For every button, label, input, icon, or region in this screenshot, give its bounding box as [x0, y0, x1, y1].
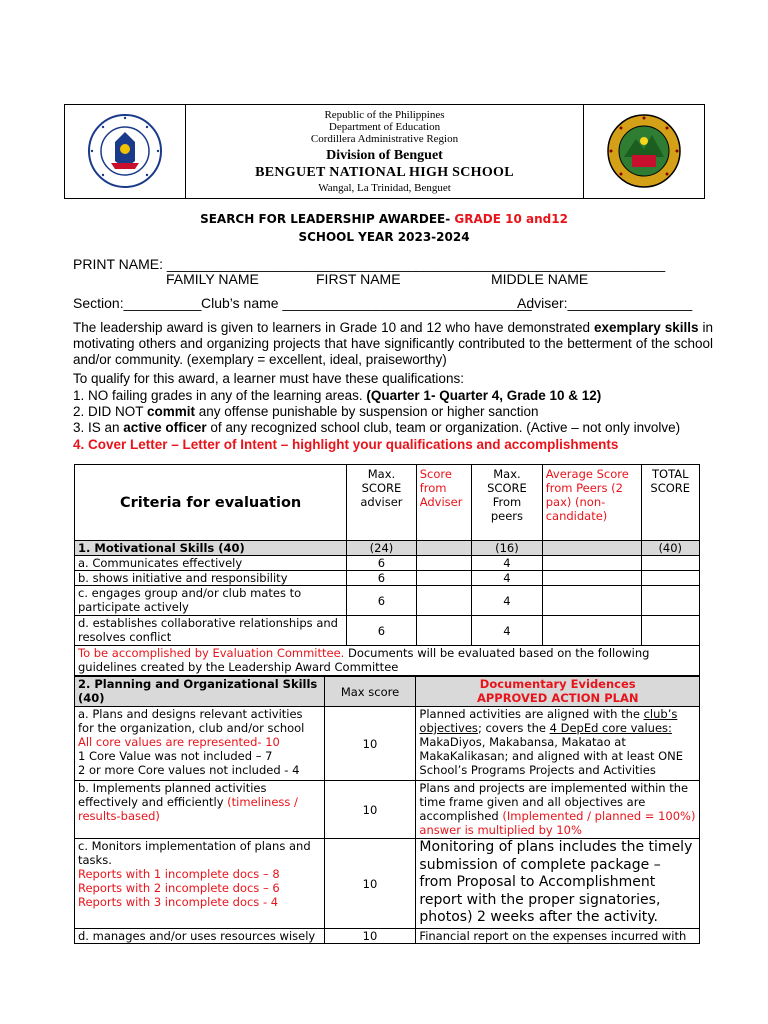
- planning-section: 2. Planning and Organizational Skills (40): [75, 677, 325, 707]
- school-seal-cell: [583, 105, 704, 198]
- award-title: SEARCH FOR LEADERSHIP AWARDEE- GRADE 10 and12: [200, 212, 568, 226]
- total-cell[interactable]: [641, 616, 700, 646]
- table-row: [75, 707, 700, 781]
- peer-score-cell[interactable]: [542, 571, 641, 586]
- adviser-field[interactable]: Adviser:________________: [517, 295, 693, 311]
- evidence-plans: Planned activities are aligned with the club’s objectives; covers the 4 DepEd core values: MakaDiyos, Makabansa, Makatao at MakaKalikasan; and aligned with at least ONE School’s Programs Projects and Activities: [416, 707, 700, 781]
- evidence-implements: Plans and projects are implemented within the time frame given and all objectives are accomplished (Implemented / planned = 100%) answer is multiplied by 10%: [416, 781, 700, 839]
- peer-score-cell[interactable]: [542, 556, 641, 571]
- adviser-max: 6: [347, 586, 417, 616]
- table-row: [75, 929, 700, 944]
- qualification-3: 3. IS an active officer of any recognized school club, team or organization. (Active – not only involve): [73, 420, 681, 435]
- criterion-resources: d. manages and/or uses resources wisely: [75, 929, 325, 944]
- table-row: [75, 586, 700, 616]
- qualification-intro: To qualify for this award, a learner must have these qualifications:: [73, 371, 464, 386]
- section-adviser-score[interactable]: [416, 541, 471, 556]
- adviser-score-cell[interactable]: [416, 586, 471, 616]
- section-total: (40): [641, 541, 700, 556]
- max-score-peers-header: Max. SCORE From peers: [472, 465, 543, 541]
- criterion-monitors: c. Monitors implementation of plans and tasks. Reports with 1 incomplete docs – 8 Reports with 2 incomplete docs – 6 Reports with 3 incomplete docs - 4: [75, 839, 325, 929]
- deped-seal-icon: [65, 105, 185, 198]
- motivational-section: 1. Motivational Skills (40): [75, 541, 347, 556]
- avg-score-peers-header: Average Score from Peers (2 pax) (non-candidate): [542, 465, 641, 541]
- adviser-max: 6: [347, 571, 417, 586]
- table-row: [75, 556, 700, 571]
- criterion-label: c. engages group and/or club mates to participate actively: [75, 586, 347, 616]
- criteria-header: Criteria for evaluation: [75, 465, 347, 541]
- section-adviser-max: (24): [347, 541, 417, 556]
- total-cell[interactable]: [641, 571, 700, 586]
- qualification-2: 2. DID NOT commit any offense punishable by suspension or higher sanction: [73, 404, 539, 419]
- republic-text: Republic of the Philippines: [324, 109, 445, 121]
- school-year: SCHOOL YEAR 2023-2024: [298, 230, 470, 244]
- school-name: BENGUET NATIONAL HIGH SCHOOL: [255, 165, 514, 180]
- peer-score-cell[interactable]: [542, 616, 641, 646]
- adviser-max: 6: [347, 556, 417, 571]
- peer-max: 4: [472, 586, 543, 616]
- max-score-adviser-header: Max. SCORE adviser: [347, 465, 417, 541]
- first-name-label: FIRST NAME: [316, 271, 401, 287]
- table-row: [75, 571, 700, 586]
- department-text: Department of Education: [328, 121, 441, 133]
- criterion-label: d. establishes collaborative relationships and resolves conflict: [75, 616, 347, 646]
- max-score-header: Max score: [324, 677, 416, 707]
- family-name-label: FAMILY NAME: [166, 271, 259, 287]
- letterhead: [64, 104, 705, 199]
- deped-seal-cell: [65, 105, 186, 198]
- table-row: [75, 839, 700, 929]
- peer-max: 4: [472, 616, 543, 646]
- club-name-field[interactable]: Club’s name ________________________________: [201, 295, 532, 311]
- adviser-score-cell[interactable]: [416, 556, 471, 571]
- print-name-line[interactable]: PRINT NAME: ________________________________________________________________: [73, 256, 666, 272]
- max-score: 10: [324, 781, 416, 839]
- section-peer-score[interactable]: [542, 541, 641, 556]
- peer-score-cell[interactable]: [542, 586, 641, 616]
- criterion-label: b. shows initiative and responsibility: [75, 571, 347, 586]
- intro-paragraph: The leadership award is given to learners in Grade 10 and 12 who have demonstrated exemplary skills in motivating others and organizing projects that have significantly contributed to the betterment of the school and/or community. (exemplary = excellent, ideal, praiseworthy): [73, 320, 714, 367]
- evaluation-table: [74, 464, 700, 676]
- qualification-4: 4. Cover Letter – Letter of Intent – highlight your qualifications and accomplishments: [73, 437, 619, 452]
- peer-max: 4: [472, 556, 543, 571]
- letterhead-text: [185, 109, 584, 195]
- committee-note: To be accomplished by Evaluation Committee. Documents will be evaluated based on the following guidelines created by the Leadership Award Committee: [75, 646, 700, 676]
- criterion-label: a. Communicates effectively: [75, 556, 347, 571]
- criterion-implements: b. Implements planned activities effectively and efficiently (timeliness / results-based): [75, 781, 325, 839]
- planning-table: [74, 676, 700, 944]
- max-score: 10: [324, 839, 416, 929]
- total-cell[interactable]: [641, 556, 700, 571]
- max-score: 10: [324, 929, 416, 944]
- evidence-monitors: Monitoring of plans includes the timely submission of complete package – from Proposal to Accomplishment report with the proper signatories, photos) 2 weeks after the activity.: [416, 839, 700, 929]
- adviser-score-cell[interactable]: [416, 571, 471, 586]
- section-peer-max: (16): [472, 541, 543, 556]
- adviser-score-cell[interactable]: [416, 616, 471, 646]
- division-text: Division of Benguet: [326, 148, 443, 163]
- section-field[interactable]: Section:__________: [73, 295, 202, 311]
- documentary-evidences-header: Documentary Evidences APPROVED ACTION PLAN: [416, 677, 700, 707]
- region-text: Cordillera Administrative Region: [310, 133, 459, 145]
- total-score-header: TOTAL SCORE: [641, 465, 700, 541]
- criterion-plans: a. Plans and designs relevant activities for the organization, club and/or school All core values are represented- 10 1 Core Value was not included – 7 2 or more Core values not included - 4: [75, 707, 325, 781]
- table-row: [75, 616, 700, 646]
- score-adviser-header: Score from Adviser: [416, 465, 471, 541]
- total-cell[interactable]: [641, 586, 700, 616]
- school-seal-icon: [584, 105, 704, 198]
- table-row: [75, 781, 700, 839]
- evidence-resources: Financial report on the expenses incurred with: [416, 929, 700, 944]
- school-address: Wangal, La Trinidad, Benguet: [318, 182, 451, 194]
- adviser-max: 6: [347, 616, 417, 646]
- middle-name-label: MIDDLE NAME: [491, 271, 589, 287]
- grade-text: GRADE 10 and12: [450, 212, 568, 226]
- max-score: 10: [324, 707, 416, 781]
- peer-max: 4: [472, 571, 543, 586]
- qualification-1: 1. NO failing grades in any of the learning areas. (Quarter 1- Quarter 4, Grade 10 & 12): [73, 388, 602, 403]
